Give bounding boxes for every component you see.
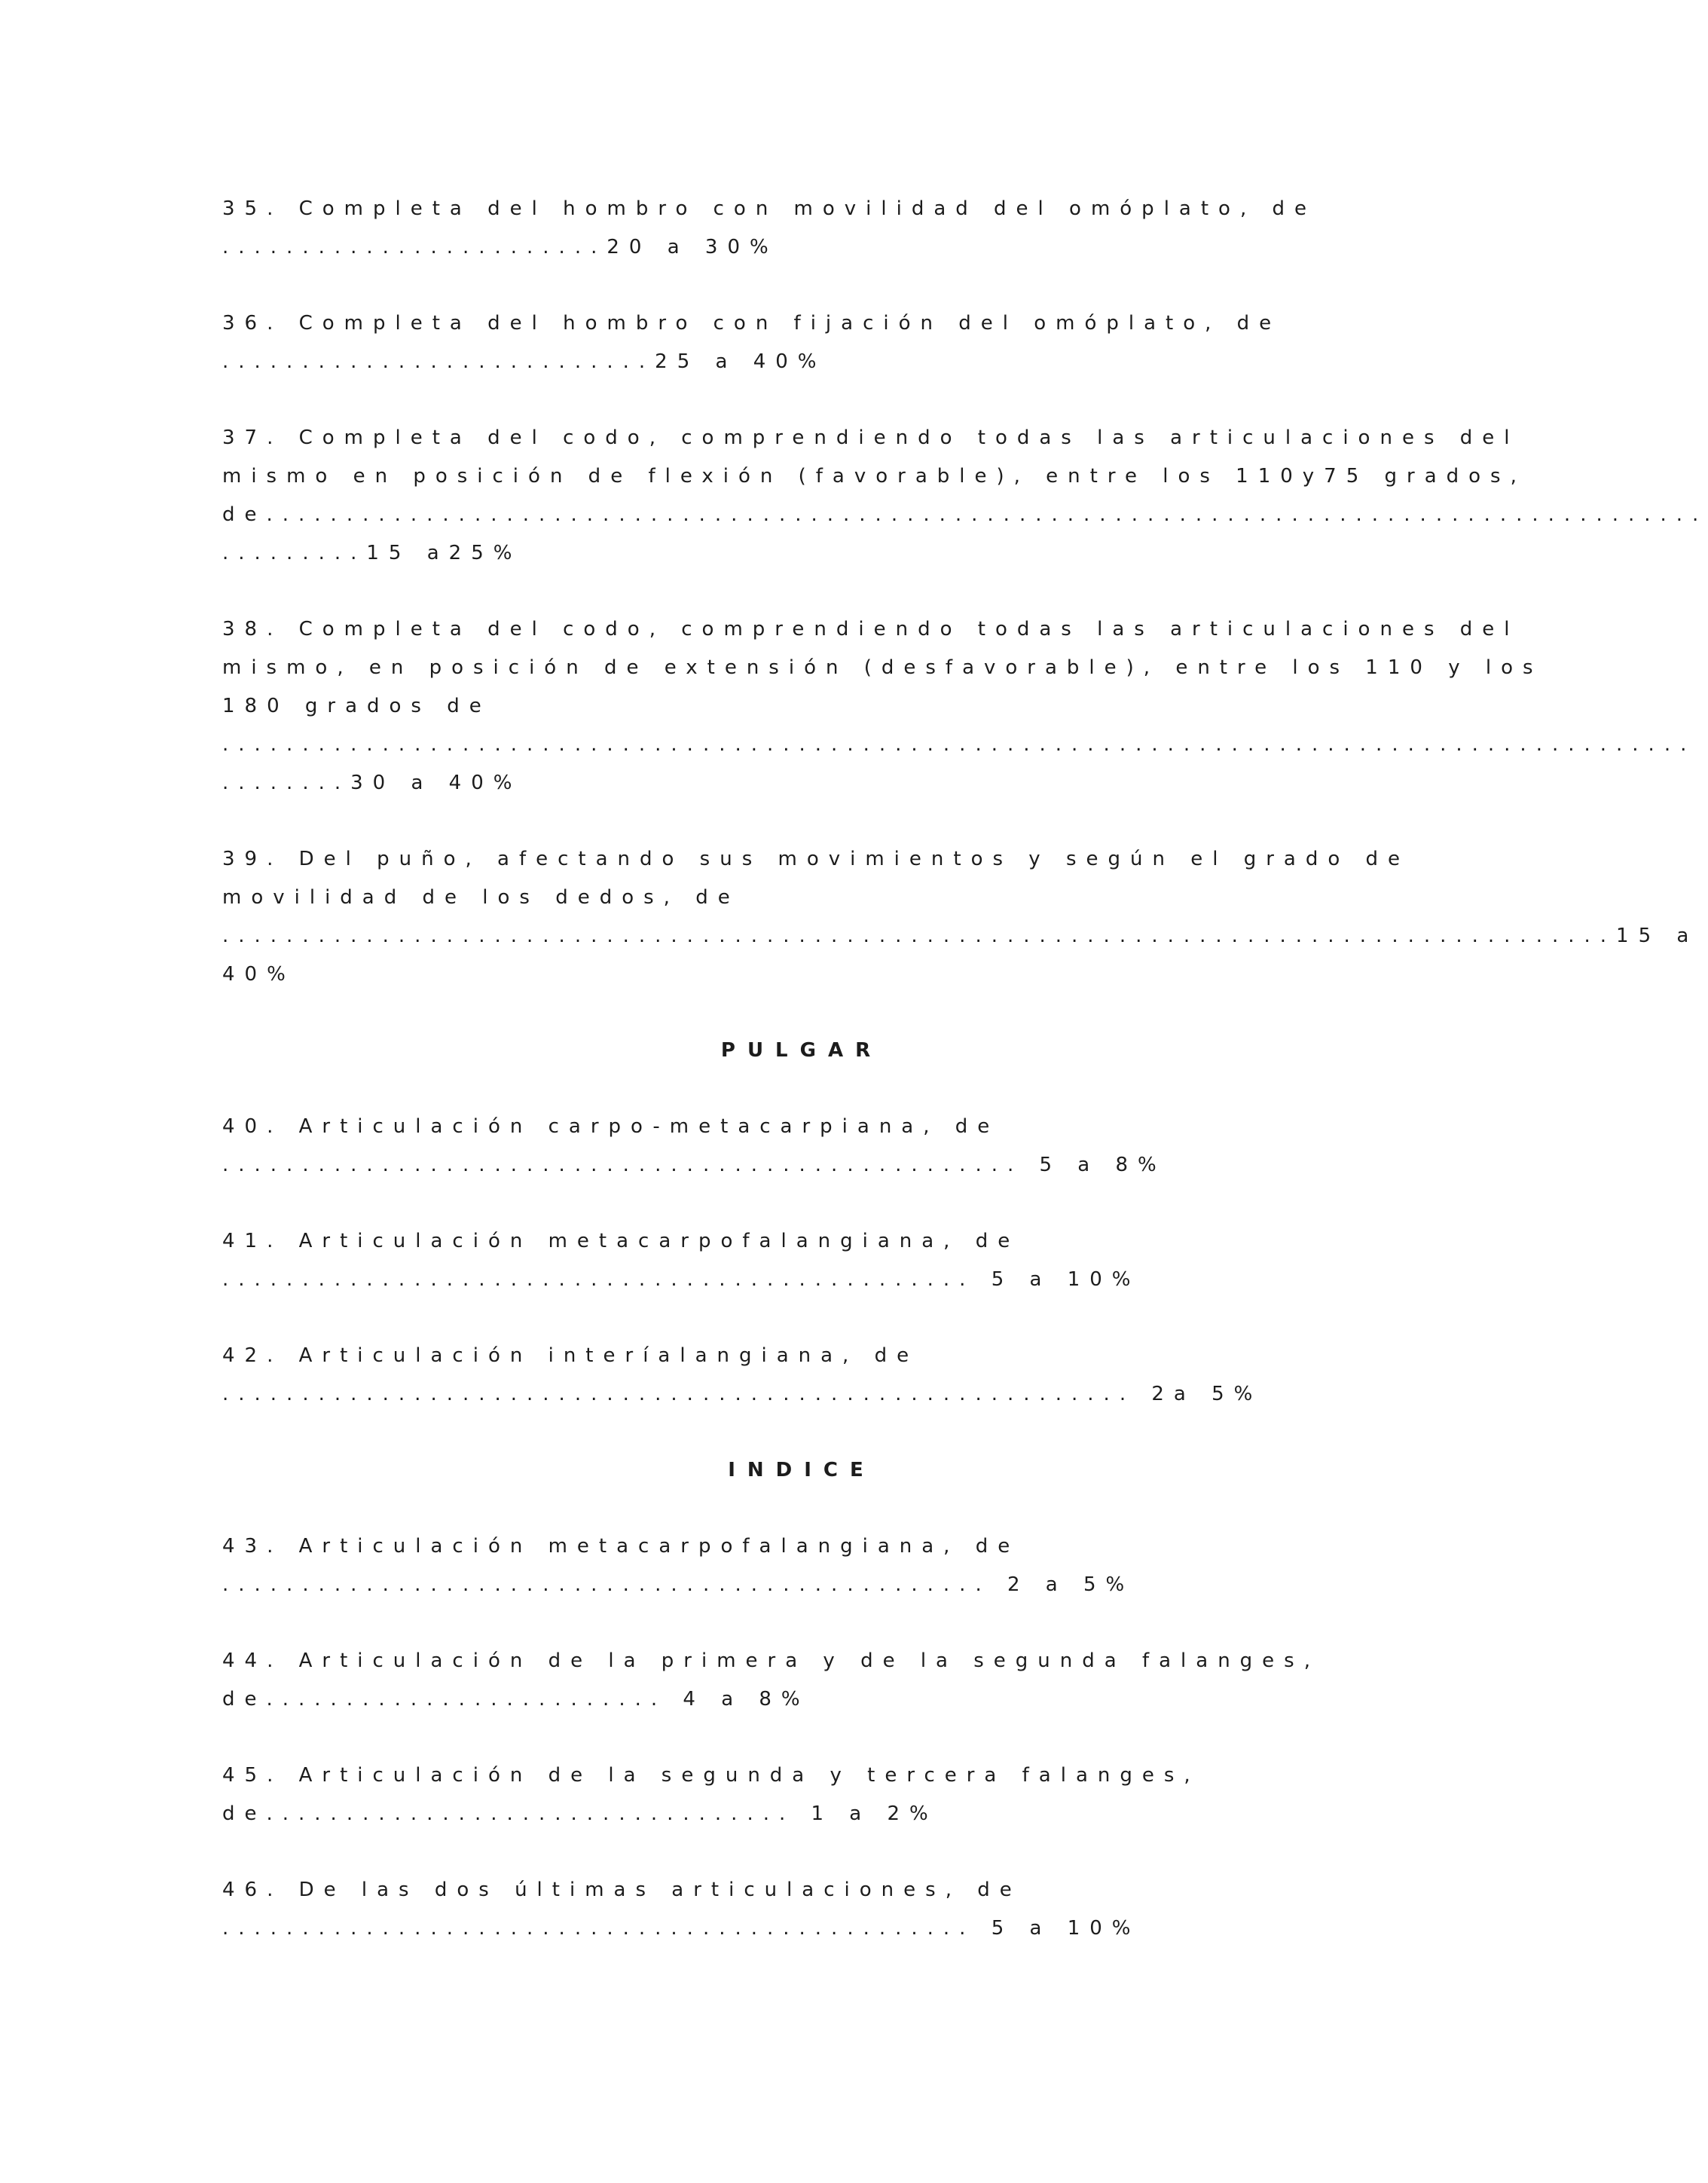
entry-line: .........15 a25% bbox=[222, 542, 522, 564]
entry-45 bbox=[222, 1756, 1336, 1833]
section-heading-pulgar: PULGAR bbox=[720, 1039, 883, 1062]
entry-43 bbox=[222, 1527, 1336, 1604]
entry-35 bbox=[222, 190, 1336, 267]
entry-line: 40. Articulación carpo-metacarpiana, de bbox=[222, 1115, 1000, 1138]
entry-line: ...........................25 a 40% bbox=[222, 350, 827, 373]
entry-line: 38. Completa del codo, comprendiendo todas las articulaciones del bbox=[222, 618, 1520, 641]
entry-line: 35. Completa del hombro con movilidad del omóplato, de bbox=[222, 197, 1316, 220]
entry-line: movilidad de los dedos, de bbox=[222, 886, 740, 909]
entry-46 bbox=[222, 1871, 1336, 1948]
entry-line: de.......................................................................................... bbox=[222, 503, 1708, 526]
entry-41 bbox=[222, 1222, 1336, 1299]
entry-line: 45. Articulación de la segunda y tercera falanges, bbox=[222, 1764, 1200, 1787]
entry-36 bbox=[222, 304, 1336, 381]
entry-line: 42. Articulación interíalangiana, de bbox=[222, 1344, 919, 1367]
entry-line: 41. Articulación metacarpofalangiana, de bbox=[222, 1230, 1020, 1252]
entry-line: ......................................................... 2a 5% bbox=[222, 1383, 1263, 1405]
entry-40 bbox=[222, 1108, 1336, 1185]
entry-42 bbox=[222, 1337, 1336, 1414]
entry-line: ........................20 a 30% bbox=[222, 236, 778, 258]
entry-line: de......................... 4 a 8% bbox=[222, 1688, 810, 1711]
entry-line: 180 grados de bbox=[222, 695, 491, 717]
entry-39 bbox=[222, 840, 1699, 994]
entry-line: 46. De las dos últimas articulaciones, de bbox=[222, 1879, 1022, 1901]
section-heading-indice: INDICE bbox=[728, 1459, 875, 1481]
entry-line: 40% bbox=[222, 963, 295, 986]
entry-line: mismo en posición de flexión (favorable), entre los 110y75 grados, bbox=[222, 465, 1526, 488]
entry-line: ............................................... 5 a 10% bbox=[222, 1268, 1141, 1291]
entry-38 bbox=[222, 610, 1697, 803]
entry-line: 39. Del puño, afectando sus movimientos y según el grado de bbox=[222, 848, 1410, 870]
entry-line: .................................................. 5 a 8% bbox=[222, 1154, 1166, 1176]
document-page bbox=[222, 190, 1708, 1986]
entry-line: ................................................ 2 a 5% bbox=[222, 1573, 1135, 1596]
entry-line: ............................................... 5 a 10% bbox=[222, 1917, 1141, 1940]
entry-line: ........30 a 40% bbox=[222, 772, 522, 794]
entry-37 bbox=[222, 419, 1708, 573]
entry-line: de................................. 1 a 2% bbox=[222, 1802, 938, 1825]
entry-line: 37. Completa del codo, comprendiendo todas las articulaciones del bbox=[222, 427, 1520, 449]
entry-44 bbox=[222, 1642, 1336, 1719]
entry-line: 43. Articulación metacarpofalangiana, de bbox=[222, 1535, 1020, 1558]
entry-line: .......................................................................................15 a bbox=[222, 925, 1699, 947]
entry-line: 44. Articulación de la primera y de la segunda falanges, bbox=[222, 1649, 1320, 1672]
entry-line: 36. Completa del hombro con fijación del omóplato, de bbox=[222, 312, 1282, 335]
entry-line: ............................................................................................ bbox=[222, 733, 1697, 756]
entry-line: mismo, en posición de extensión (desfavorable), entre los 110 y los bbox=[222, 656, 1543, 679]
